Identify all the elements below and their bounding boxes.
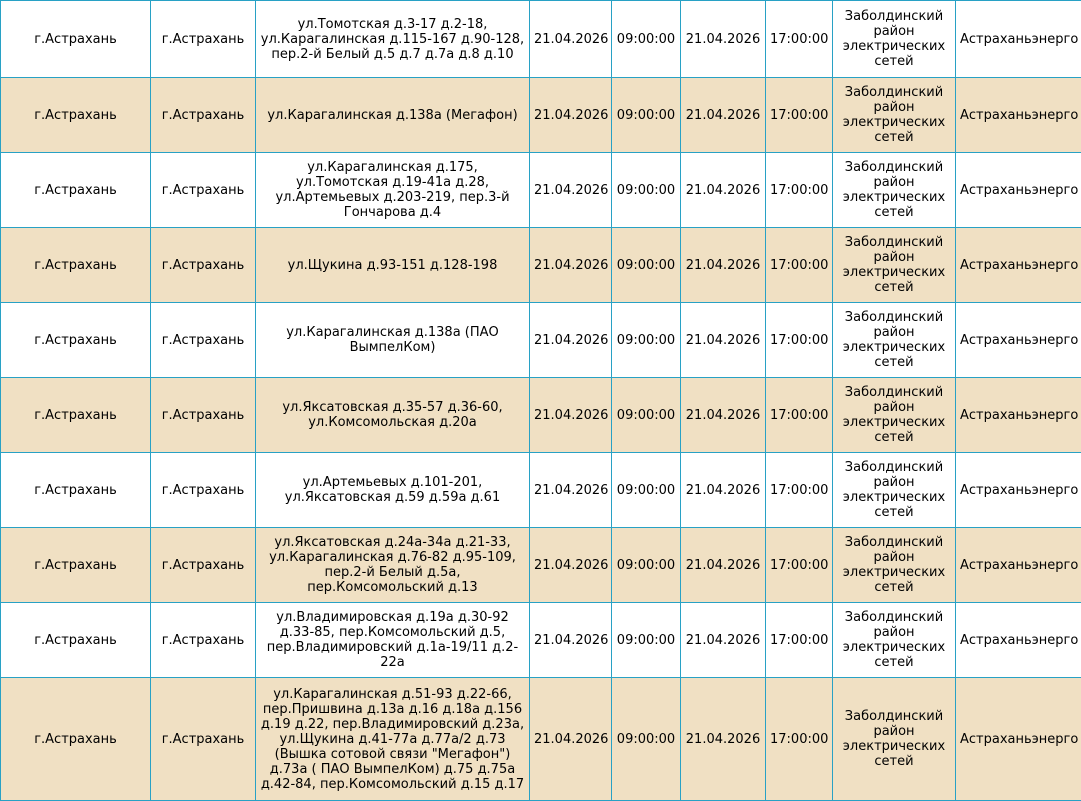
locality-cell: г.Астрахань: [151, 1, 256, 78]
city-cell: г.Астрахань: [1, 228, 151, 303]
start-date-cell: 21.04.2026: [530, 678, 612, 801]
start-time-cell: 09:00:00: [612, 78, 681, 153]
start-date-cell: 21.04.2026: [530, 228, 612, 303]
start-date-cell: 21.04.2026: [530, 453, 612, 528]
end-time-cell: 17:00:00: [766, 228, 833, 303]
start-date-cell: 21.04.2026: [530, 603, 612, 678]
end-time-cell: 17:00:00: [766, 78, 833, 153]
end-date-cell: 21.04.2026: [681, 78, 766, 153]
start-time-cell: 09:00:00: [612, 1, 681, 78]
city-cell: г.Астрахань: [1, 78, 151, 153]
start-time-cell: 09:00:00: [612, 603, 681, 678]
end-date-cell: 21.04.2026: [681, 228, 766, 303]
company-cell: Астраханьэнерго: [956, 378, 1081, 453]
company-cell: Астраханьэнерго: [956, 453, 1081, 528]
district-cell: Заболдинский район электрических сетей: [833, 528, 956, 603]
city-cell: г.Астрахань: [1, 528, 151, 603]
end-date-cell: 21.04.2026: [681, 1, 766, 78]
end-date-cell: 21.04.2026: [681, 603, 766, 678]
end-time-cell: 17:00:00: [766, 453, 833, 528]
table-row: [1, 153, 1081, 228]
end-time-cell: 17:00:00: [766, 303, 833, 378]
outage-table-body: [1, 1, 1081, 801]
company-cell: Астраханьэнерго: [956, 303, 1081, 378]
company-cell: Астраханьэнерго: [956, 678, 1081, 801]
start-time-cell: 09:00:00: [612, 453, 681, 528]
district-cell: Заболдинский район электрических сетей: [833, 228, 956, 303]
city-cell: г.Астрахань: [1, 603, 151, 678]
district-cell: Заболдинский район электрических сетей: [833, 678, 956, 801]
table-row: [1, 678, 1081, 801]
start-date-cell: 21.04.2026: [530, 528, 612, 603]
address-cell: ул.Карагалинская д.51-93 д.22-66, пер.Пришвина д.13а д.16 д.18а д.156 д.19 д.22, пер.Владимировский д.23а, ул.Щукина д.41-77а д.77а/2 д.73 (Вышка сотовой связи "Мегафон") д.73а ( ПАО ВымпелКом) д.75 д.75а д.42-84, пер.Комсомольский д.15 д.17: [256, 678, 530, 801]
locality-cell: г.Астрахань: [151, 78, 256, 153]
start-time-cell: 09:00:00: [612, 153, 681, 228]
start-time-cell: 09:00:00: [612, 528, 681, 603]
end-time-cell: 17:00:00: [766, 1, 833, 78]
district-cell: Заболдинский район электрических сетей: [833, 153, 956, 228]
address-cell: ул.Томотская д.3-17 д.2-18, ул.Карагалинская д.115-167 д.90-128, пер.2-й Белый д.5 д.7 д.7а д.8 д.10: [256, 1, 530, 78]
table-row: [1, 303, 1081, 378]
company-cell: Астраханьэнерго: [956, 153, 1081, 228]
locality-cell: г.Астрахань: [151, 453, 256, 528]
locality-cell: г.Астрахань: [151, 528, 256, 603]
end-time-cell: 17:00:00: [766, 378, 833, 453]
company-cell: Астраханьэнерго: [956, 1, 1081, 78]
end-date-cell: 21.04.2026: [681, 453, 766, 528]
company-cell: Астраханьэнерго: [956, 528, 1081, 603]
end-date-cell: 21.04.2026: [681, 153, 766, 228]
locality-cell: г.Астрахань: [151, 303, 256, 378]
start-time-cell: 09:00:00: [612, 303, 681, 378]
address-cell: ул.Владимировская д.19а д.30-92 д.33-85, пер.Комсомольский д.5, пер.Владимировский д.1а-19/11 д.2-22а: [256, 603, 530, 678]
end-time-cell: 17:00:00: [766, 528, 833, 603]
locality-cell: г.Астрахань: [151, 603, 256, 678]
locality-cell: г.Астрахань: [151, 153, 256, 228]
address-cell: ул.Карагалинская д.138а (ПАО ВымпелКом): [256, 303, 530, 378]
address-cell: ул.Карагалинская д.175, ул.Томотская д.19-41а д.28, ул.Артемьевых д.203-219, пер.3-й Гончарова д.4: [256, 153, 530, 228]
start-time-cell: 09:00:00: [612, 378, 681, 453]
address-cell: ул.Яксатовская д.24а-34а д.21-33, ул.Карагалинская д.76-82 д.95-109, пер.2-й Белый д.5а, пер.Комсомольский д.13: [256, 528, 530, 603]
start-time-cell: 09:00:00: [612, 228, 681, 303]
end-time-cell: 17:00:00: [766, 153, 833, 228]
city-cell: г.Астрахань: [1, 678, 151, 801]
end-time-cell: 17:00:00: [766, 678, 833, 801]
city-cell: г.Астрахань: [1, 378, 151, 453]
district-cell: Заболдинский район электрических сетей: [833, 603, 956, 678]
city-cell: г.Астрахань: [1, 153, 151, 228]
table-row: [1, 603, 1081, 678]
locality-cell: г.Астрахань: [151, 678, 256, 801]
start-time-cell: 09:00:00: [612, 678, 681, 801]
company-cell: Астраханьэнерго: [956, 228, 1081, 303]
table-row: [1, 78, 1081, 153]
start-date-cell: 21.04.2026: [530, 78, 612, 153]
start-date-cell: 21.04.2026: [530, 153, 612, 228]
district-cell: Заболдинский район электрических сетей: [833, 453, 956, 528]
address-cell: ул.Яксатовская д.35-57 д.36-60, ул.Комсомольская д.20а: [256, 378, 530, 453]
address-cell: ул.Артемьевых д.101-201, ул.Яксатовская д.59 д.59а д.61: [256, 453, 530, 528]
locality-cell: г.Астрахань: [151, 228, 256, 303]
city-cell: г.Астрахань: [1, 1, 151, 78]
end-date-cell: 21.04.2026: [681, 303, 766, 378]
table-row: [1, 228, 1081, 303]
end-date-cell: 21.04.2026: [681, 528, 766, 603]
district-cell: Заболдинский район электрических сетей: [833, 378, 956, 453]
city-cell: г.Астрахань: [1, 453, 151, 528]
end-time-cell: 17:00:00: [766, 603, 833, 678]
start-date-cell: 21.04.2026: [530, 378, 612, 453]
table-row: [1, 1, 1081, 78]
company-cell: Астраханьэнерго: [956, 78, 1081, 153]
district-cell: Заболдинский район электрических сетей: [833, 78, 956, 153]
start-date-cell: 21.04.2026: [530, 303, 612, 378]
end-date-cell: 21.04.2026: [681, 678, 766, 801]
district-cell: Заболдинский район электрических сетей: [833, 303, 956, 378]
table-row: [1, 528, 1081, 603]
locality-cell: г.Астрахань: [151, 378, 256, 453]
address-cell: ул.Карагалинская д.138а (Мегафон): [256, 78, 530, 153]
address-cell: ул.Щукина д.93-151 д.128-198: [256, 228, 530, 303]
city-cell: г.Астрахань: [1, 303, 151, 378]
district-cell: Заболдинский район электрических сетей: [833, 1, 956, 78]
start-date-cell: 21.04.2026: [530, 1, 612, 78]
company-cell: Астраханьэнерго: [956, 603, 1081, 678]
end-date-cell: 21.04.2026: [681, 378, 766, 453]
table-row: [1, 453, 1081, 528]
table-row: [1, 378, 1081, 453]
